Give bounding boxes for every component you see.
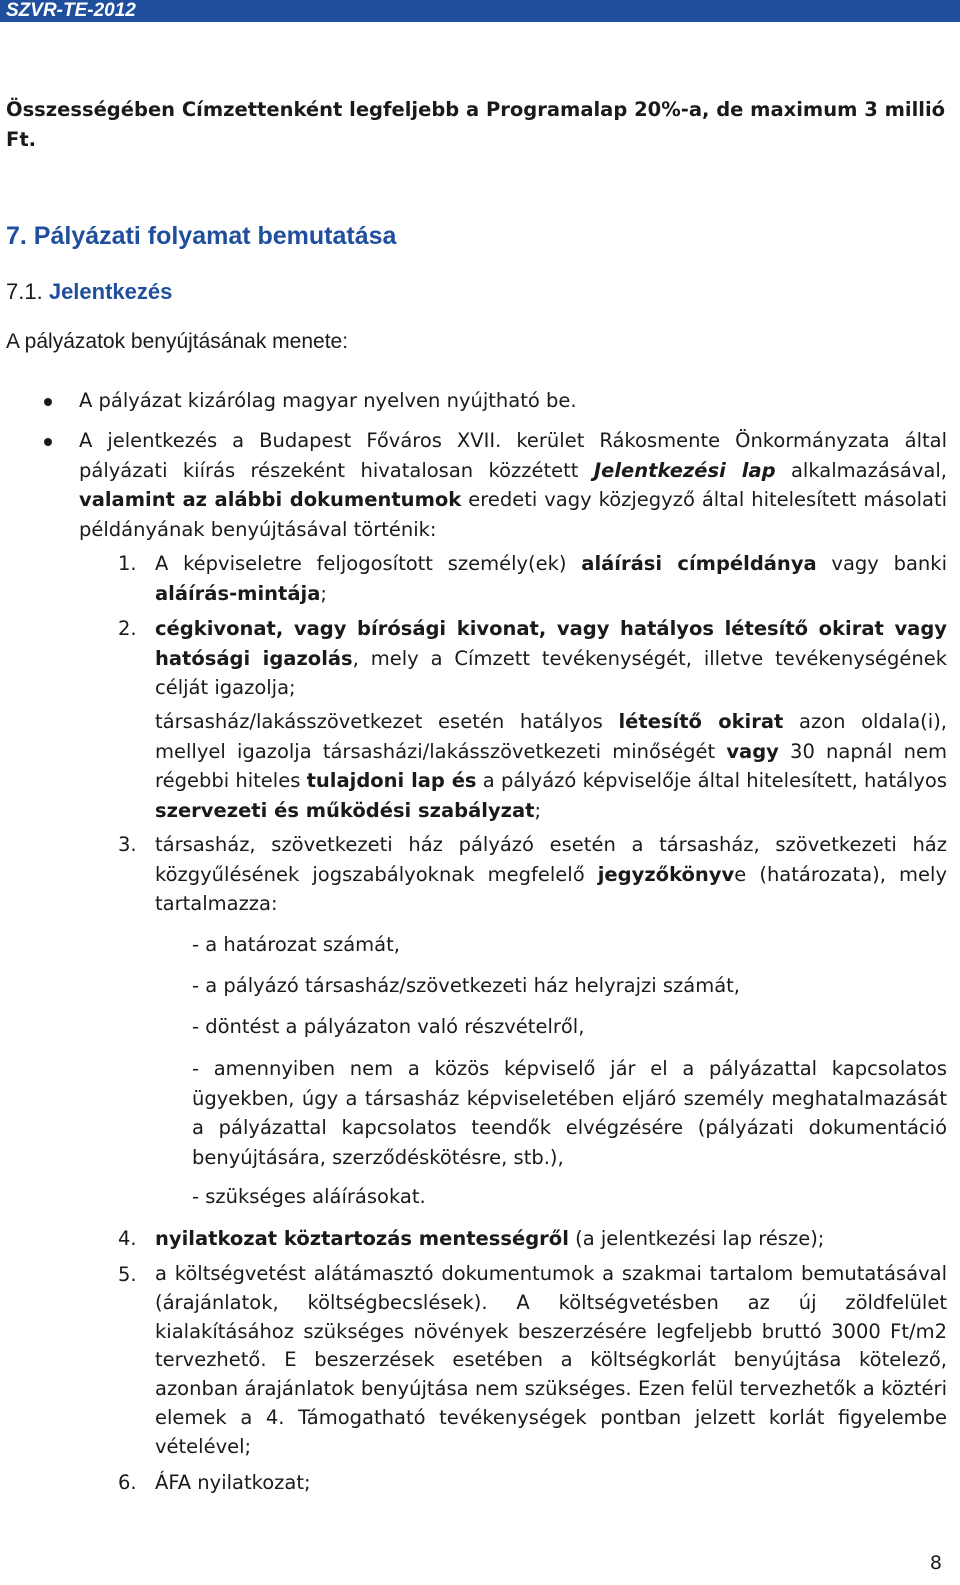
item-2-company-extract [155, 614, 947, 703]
item-3-sub-resolution-number: - a határozat számát, [192, 933, 400, 956]
section-7-title: 7. Pályázati folyamat bemutatása [6, 222, 397, 250]
item-text: ; [534, 798, 542, 822]
item-number: 6. [118, 1471, 137, 1494]
bullet-marker [44, 438, 52, 446]
bullet-application-text: alkalmazásával, [775, 458, 947, 482]
item-text: ; [320, 581, 327, 605]
item-3-sub-authorization: - amennyiben nem a közös képviselő jár el a pályázattal kapcsolatos ügyekben, úgy a társasház képviseletében eljáró személy meghatalmazását a pályázattal kapcsolatos teendők elvégzésére (pályázati dokumentáció benyújtására, szerződéskötésre, stb.), [192, 1057, 947, 1169]
item-3-sub-parcel-number: - a pályázó társasház/szövetkezeti ház helyrajzi számát, [192, 974, 740, 997]
section-7-1-number: 7.1. [6, 279, 43, 304]
item-2-condominium [155, 707, 947, 825]
item-1-signature [155, 549, 947, 608]
document-code: SZVR-TE-2012 [6, 0, 136, 21]
item-bold-term: nyilatkozat köztartozás mentességről [155, 1227, 569, 1250]
item-bold-term: aláírási címpéldánya [581, 552, 817, 575]
item-text: (a jelentkezési lap része); [568, 1227, 825, 1250]
bullet-application-text: A jelentkezés a Budapest Főváros XVII. kerület Rákosmente Önkormányzata által pályázati kiírás részeként hivatalosan közzétett [79, 429, 947, 482]
item-6-vat-declaration: ÁFA nyilatkozat; [155, 1471, 311, 1494]
section-7-1-heading [6, 277, 906, 307]
item-bold-term: tulajdoni lap és [306, 769, 477, 792]
item-text: társasház/lakásszövetkezet esetén hatályos [155, 710, 619, 733]
item-bold-term: aláírás-mintája [155, 581, 321, 605]
item-text: A képviseletre feljogosított személy(ek) [155, 552, 582, 575]
document-header-bar [0, 0, 960, 22]
item-3-sub-signatures: - szükséges aláírásokat. [192, 1185, 426, 1208]
item-number: 4. [118, 1227, 137, 1250]
intro-text: A pályázatok benyújtásának menete: [6, 330, 349, 353]
item-text: azon oldala(i), mellyel igazolja társasházi/lakásszövetkezeti minőségét [155, 710, 948, 763]
item-bold-term: szervezeti és működési szabályzat [155, 798, 535, 822]
item-3-sub-decision: - döntést a pályázaton való részvételről, [192, 1015, 585, 1038]
item-4-tax-declaration [155, 1224, 947, 1254]
item-text: társasház, szövetkezeti ház pályázó esetén a társasház, szövetkezeti ház közgyűlésének jogszabályoknak megfelelő [155, 833, 947, 886]
item-text: a pályázó képviselője által hitelesített, hatályos [476, 769, 947, 792]
item-number: 2. [118, 617, 137, 640]
item-bold-term: vagy [726, 739, 779, 763]
item-5-budget-documents: a költségvetést alátámasztó dokumentumok a szakmai tartalom bemutatásával (árajánlatok, költségbecslések). A költségvetésben az új zöldfelület kialakításához szükséges növények beszerzésére legfeljebb bruttó 3000 Ft/m2 tervezhető. E beszerzések esetében a költségkorlát benyújtása kötelező, azonban árajánlatok benyújtása nem szükséges. Ezen felül tervezhetők a köztéri elemek a 4. Támogatható tevékenységek pontban jelzett korlát figyelembe vételével; [155, 1262, 947, 1458]
application-form-term: Jelentkezési lap [593, 458, 776, 482]
bullet-application [79, 426, 947, 544]
item-number: 1. [118, 552, 137, 575]
section-7-1-title: Jelentkezés [48, 279, 173, 304]
item-number: 3. [118, 833, 137, 856]
funding-summary: Összességében Címzettenként legfeljebb a Programalap 20%-a, de maximum 3 millió Ft. [6, 98, 946, 151]
item-bold-term: jegyzőkönyv [597, 862, 735, 886]
item-text: e (határozata), mely tartalmazza: [155, 862, 948, 915]
item-bold-term: létesítő okirat [618, 710, 784, 733]
item-text: , mely a Címzett tevékenységét, illetve tevékenységének célját igazolja; [155, 646, 947, 699]
bullet-application-text: eredeti vagy közjegyző által hitelesített másolati példányának benyújtásával történik: [79, 488, 948, 541]
page-number: 8 [929, 1552, 942, 1574]
bullet-language: A pályázat kizárólag magyar nyelven nyújtható be. [79, 389, 577, 412]
item-number: 5. [118, 1263, 137, 1286]
documents-term: valamint az alábbi dokumentumok [79, 488, 462, 511]
item-3-minutes [155, 830, 947, 919]
item-text: vagy banki [816, 552, 947, 575]
item-text: 30 napnál nem régebbi hiteles [155, 739, 947, 792]
item-bold-term: cégkivonat, vagy bírósági kivonat, vagy hatályos létesítő okirat vagy hatósági igazolás [155, 617, 947, 670]
bullet-marker [44, 398, 52, 406]
